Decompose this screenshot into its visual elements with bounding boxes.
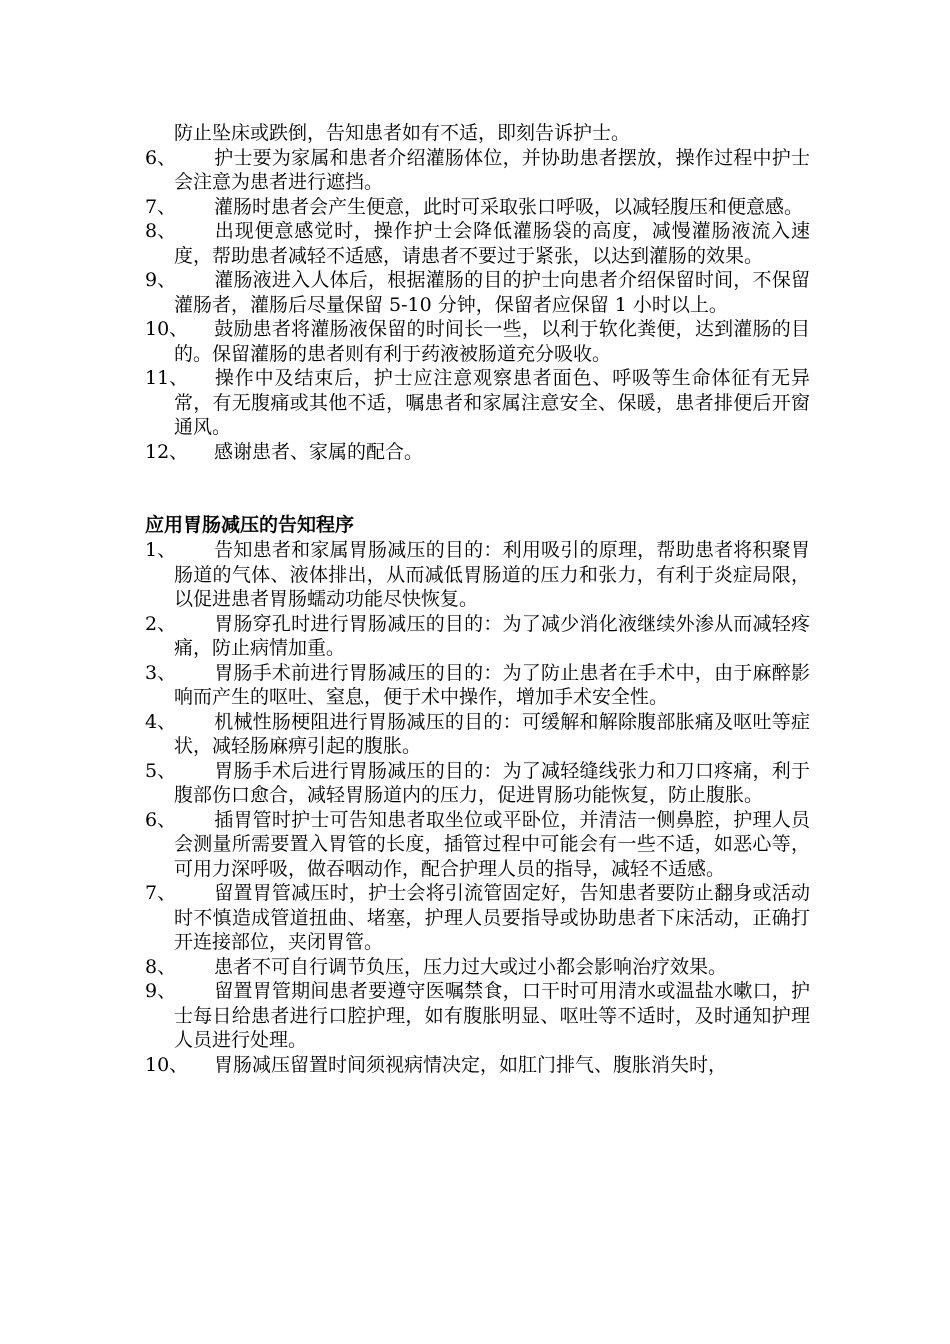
item-number: 2、 [145, 612, 177, 635]
list-item [145, 195, 810, 220]
item-number: 10、 [145, 1053, 189, 1076]
list-item [145, 146, 810, 195]
enema-notice-list [145, 146, 810, 465]
item-text: 灌肠液进入人体后，根据灌肠的目的护士向患者介绍保留时间，不保留灌肠者，灌肠后尽量保留 5-10 分钟，保留者应保留 1 小时以上。 [174, 269, 810, 316]
item-number: 5、 [145, 759, 177, 782]
section-heading: 应用胃肠减压的告知程序 [145, 514, 355, 536]
item-text: 插胃管时护士可告知患者取坐位或平卧位，并清洁一侧鼻腔，护理人员会测量所需要置入胃管的长度，插管过程中可能会有一些不适，如恶心等，可用力深呼吸，做吞咽动作，配合护理人员的指导，减轻不适感。 [174, 808, 810, 880]
item-number: 4、 [145, 710, 177, 733]
item-text: 机械性肠梗阻进行胃肠减压的目的：可缓解和解除腹部胀痛及呕吐等症状，减轻肠麻痹引起的腹胀。 [174, 710, 810, 757]
item-number: 1、 [145, 539, 177, 561]
item-text: 感谢患者、家属的配合。 [214, 440, 424, 463]
list-item [145, 366, 810, 440]
list-item [145, 612, 810, 661]
item-number: 11、 [145, 367, 189, 389]
gastric-decompression-list [145, 538, 810, 1077]
continuation-paragraph [145, 121, 810, 146]
list-item [145, 317, 810, 366]
list-item [145, 955, 810, 980]
list-item [145, 219, 810, 268]
item-text: 患者不可自行调节负压，压力过大或过小都会影响治疗效果。 [214, 955, 728, 978]
item-text: 胃肠手术后进行胃肠减压的目的：为了减轻缝线张力和刀口疼痛，利于腹部伤口愈合，减轻胃肠道内的压力，促进胃肠功能恢复，防止腹胀。 [174, 759, 810, 806]
item-text: 操作中及结束后，护士应注意观察患者面色、呼吸等生命体征有无异常，有无腹痛或其他不适，嘱患者和家属注意安全、保暖，患者排便后开窗通风。 [174, 367, 810, 438]
item-number: 9、 [145, 980, 177, 1002]
item-text: 留置胃管期间患者要遵守医嘱禁食，口干时可用清水或温盐水嗽口，护士每日给患者进行口腔护理，如有腹胀明显、呕吐等不适时，及时通知护理人员进行处理。 [174, 980, 810, 1051]
item-number: 7、 [145, 195, 177, 218]
item-number: 12、 [145, 440, 189, 463]
list-item [145, 1053, 810, 1078]
list-item [145, 268, 810, 317]
list-item [145, 710, 810, 759]
item-number: 9、 [145, 269, 177, 291]
item-text: 胃肠手术前进行胃肠减压的目的：为了防止患者在手术中，由于麻醉影响而产生的呕吐、窒息，便于术中操作，增加手术安全性。 [174, 661, 810, 708]
item-text: 胃肠穿孔时进行胃肠减压的目的：为了减少消化液继续外渗从而减轻疼痛，防止病情加重。 [174, 612, 810, 659]
item-text: 告知患者和家属胃肠减压的目的：利用吸引的原理，帮助患者将积聚胃肠道的气体、液体排出，从而减低胃肠道的压力和张力，有利于炎症局限，以促进患者胃肠蠕动功能尽快恢复。 [174, 539, 810, 610]
item-text: 留置胃管减压时，护士会将引流管固定好，告知患者要防止翻身或活动时不慎造成管道扭曲、堵塞，护理人员要指导或协助患者下床活动，正确打开连接部位，夹闭胃管。 [174, 882, 810, 953]
section-spacer [145, 464, 810, 512]
list-item [145, 759, 810, 808]
item-text: 胃肠减压留置时间须视病情决定，如肛门排气、腹胀消失时， [214, 1053, 728, 1076]
list-item [145, 979, 810, 1053]
item-number: 6、 [145, 146, 177, 169]
item-number: 7、 [145, 882, 177, 904]
list-item [145, 808, 810, 882]
continuation-text: 防止坠床或跌倒，告知患者如有不适，即刻告诉护士。 [174, 122, 631, 144]
list-item [145, 881, 810, 955]
list-item [145, 661, 810, 710]
item-text: 护士要为家属和患者介绍灌肠体位，并协助患者摆放，操作过程中护士会注意为患者进行遮挡。 [174, 146, 810, 193]
item-number: 8、 [145, 220, 177, 242]
list-item [145, 440, 810, 465]
list-item [145, 538, 810, 612]
item-text: 出现便意感觉时，操作护士会降低灌肠袋的高度，减慢灌肠液流入速度，帮助患者减轻不适感，请患者不要过于紧张，以达到灌肠的效果。 [174, 220, 810, 267]
item-text: 鼓励患者将灌肠液保留的时间长一些，以利于软化粪便，达到灌肠的目的。保留灌肠的患者则有利于药液被肠道充分吸收。 [174, 318, 810, 365]
item-number: 10、 [145, 318, 189, 340]
document-content [145, 121, 810, 1077]
item-number: 6、 [145, 808, 177, 831]
item-text: 灌肠时患者会产生便意，此时可采取张口呼吸，以减轻腹压和便意感。 [214, 195, 804, 218]
item-number: 8、 [145, 955, 177, 978]
item-number: 3、 [145, 661, 177, 684]
